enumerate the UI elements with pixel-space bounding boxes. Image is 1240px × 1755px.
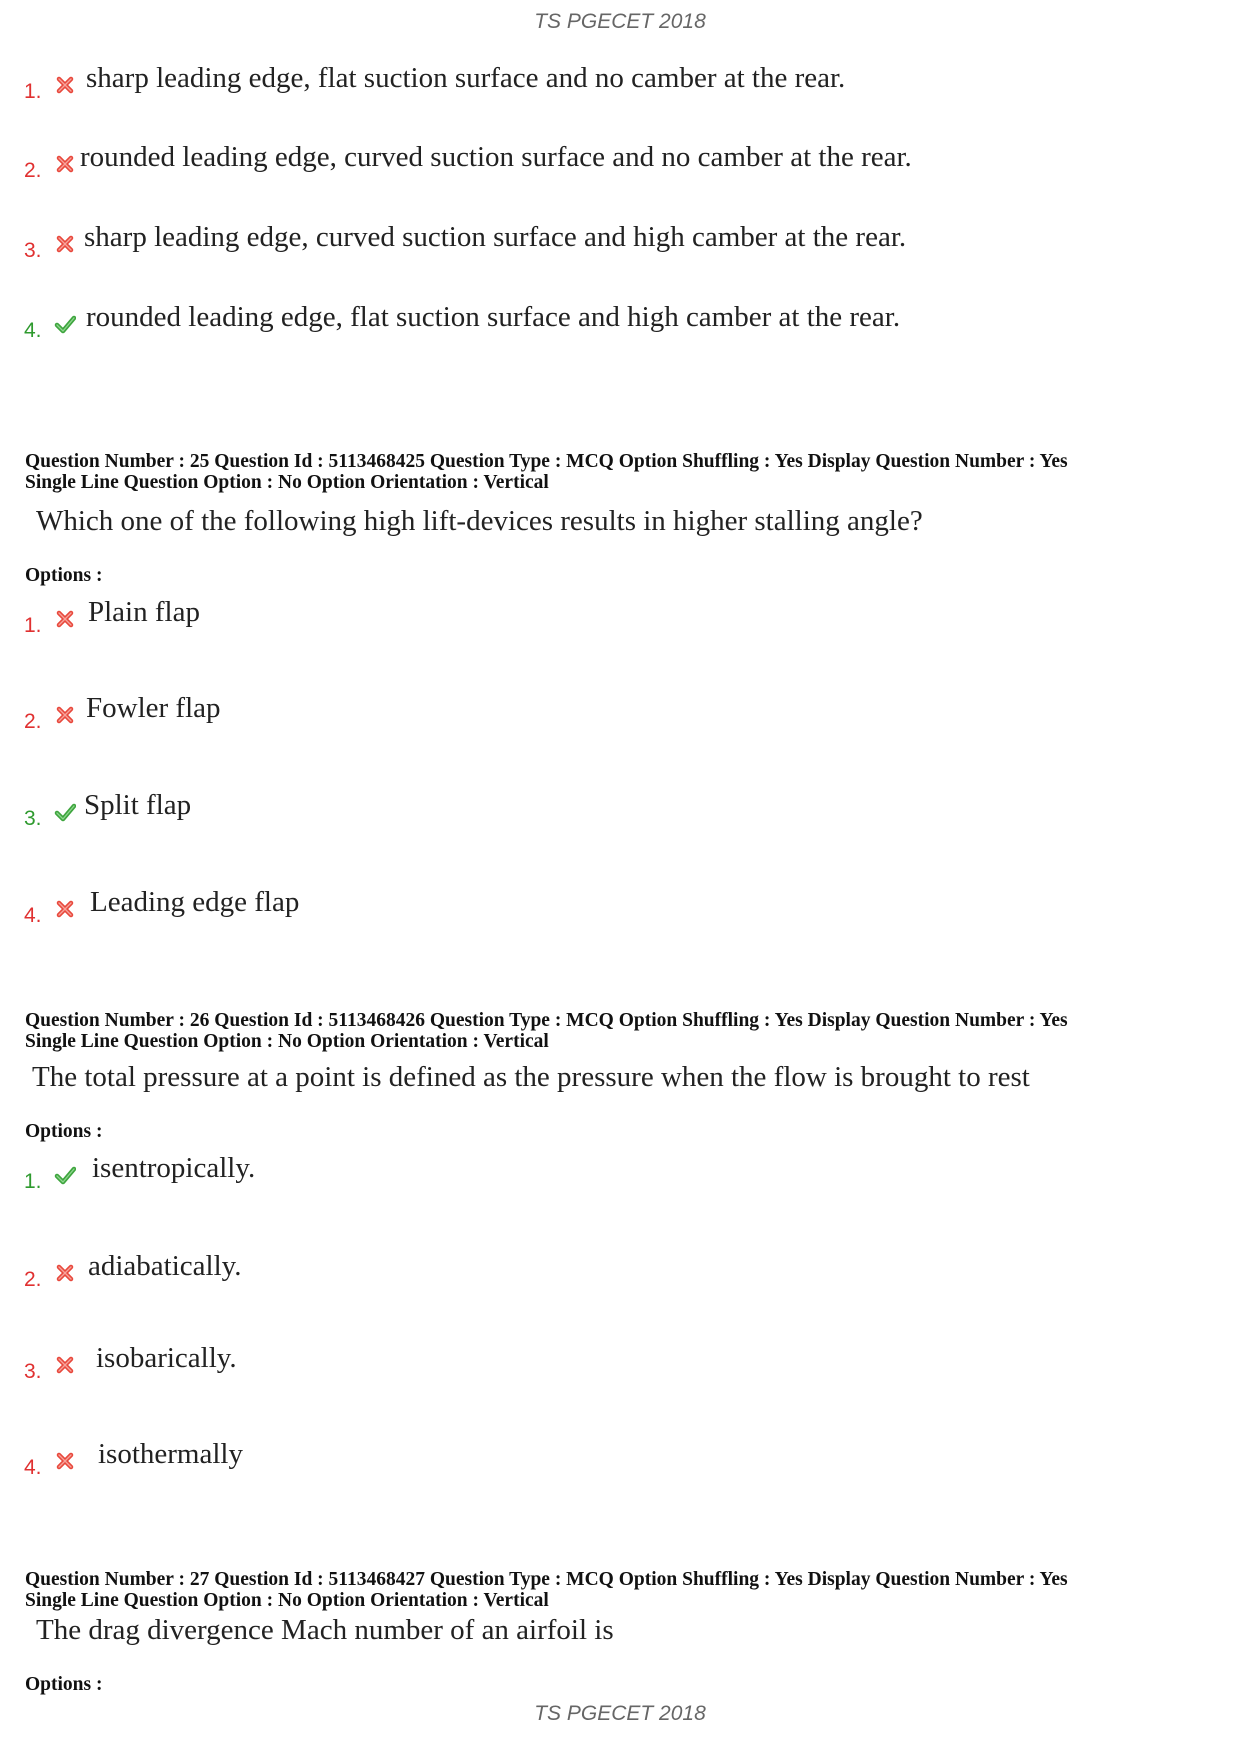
option-number: 2. bbox=[24, 710, 42, 733]
options-label: Options : bbox=[25, 565, 103, 586]
question-text: The total pressure at a point is defined as the pressure when the flow is brought to rest bbox=[32, 1061, 1030, 1093]
correct-icon bbox=[54, 1164, 76, 1186]
question-meta-line: Single Line Question Option : No Option Orientation : Vertical bbox=[25, 1031, 549, 1052]
option-text: rounded leading edge, flat suction surface and high camber at the rear. bbox=[86, 301, 901, 333]
wrong-icon bbox=[54, 1450, 76, 1472]
question-meta-line: Single Line Question Option : No Option Orientation : Vertical bbox=[25, 472, 549, 493]
option-text: isothermally bbox=[98, 1438, 243, 1470]
question-text: The drag divergence Mach number of an airfoil is bbox=[36, 1614, 614, 1646]
question-meta bbox=[25, 1569, 1068, 1611]
option-text: sharp leading edge, flat suction surface and no camber at the rear. bbox=[86, 62, 846, 94]
question-meta-line: Question Number : 25 Question Id : 5113468425 Question Type : MCQ Option Shuffling : Yes Display Question Number : Yes bbox=[25, 451, 1068, 472]
wrong-icon bbox=[54, 233, 76, 255]
wrong-icon bbox=[54, 153, 76, 175]
option-number: 1. bbox=[24, 80, 42, 103]
question-meta bbox=[25, 1010, 1068, 1052]
question-text: Which one of the following high lift-devices results in higher stalling angle? bbox=[36, 505, 923, 537]
question-meta bbox=[25, 451, 1068, 493]
option-number: 4. bbox=[24, 319, 42, 342]
question-meta-line: Question Number : 27 Question Id : 5113468427 Question Type : MCQ Option Shuffling : Yes Display Question Number : Yes bbox=[25, 1569, 1068, 1590]
page-header: TS PGECET 2018 bbox=[534, 10, 706, 33]
option-number: 1. bbox=[24, 614, 42, 637]
option-text: adiabatically. bbox=[88, 1250, 242, 1282]
option-number: 3. bbox=[24, 239, 42, 262]
option-text: rounded leading edge, curved suction surface and no camber at the rear. bbox=[80, 141, 912, 173]
option-number: 4. bbox=[24, 1456, 42, 1479]
correct-icon bbox=[54, 313, 76, 335]
option-text: Fowler flap bbox=[86, 692, 221, 724]
wrong-icon bbox=[54, 74, 76, 96]
wrong-icon bbox=[54, 1262, 76, 1284]
page-footer: TS PGECET 2018 bbox=[534, 1702, 706, 1725]
wrong-icon bbox=[54, 898, 76, 920]
option-text: Leading edge flap bbox=[90, 886, 300, 918]
wrong-icon bbox=[54, 704, 76, 726]
option-number: 2. bbox=[24, 1268, 42, 1291]
wrong-icon bbox=[54, 608, 76, 630]
option-text: isentropically. bbox=[92, 1152, 256, 1184]
option-number: 4. bbox=[24, 904, 42, 927]
options-label: Options : bbox=[25, 1674, 103, 1695]
option-number: 3. bbox=[24, 807, 42, 830]
option-number: 1. bbox=[24, 1170, 42, 1193]
option-number: 2. bbox=[24, 159, 42, 182]
option-number: 3. bbox=[24, 1360, 42, 1383]
option-text: isobarically. bbox=[96, 1342, 237, 1374]
options-label: Options : bbox=[25, 1121, 103, 1142]
wrong-icon bbox=[54, 1354, 76, 1376]
option-text: sharp leading edge, curved suction surface and high camber at the rear. bbox=[84, 221, 907, 253]
correct-icon bbox=[54, 801, 76, 823]
option-text: Split flap bbox=[84, 789, 192, 821]
option-text: Plain flap bbox=[88, 596, 200, 628]
question-meta-line: Question Number : 26 Question Id : 5113468426 Question Type : MCQ Option Shuffling : Yes Display Question Number : Yes bbox=[25, 1010, 1068, 1031]
question-meta-line: Single Line Question Option : No Option Orientation : Vertical bbox=[25, 1590, 549, 1611]
